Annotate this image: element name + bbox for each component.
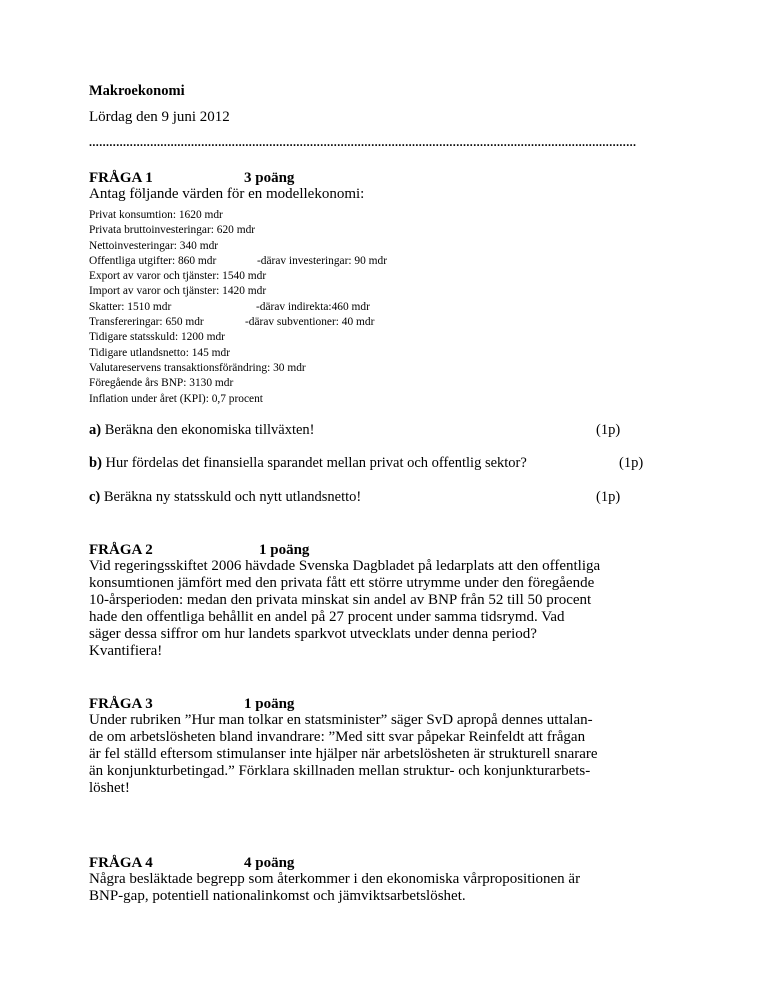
data-line: Offentliga utgifter: 860 mdr -därav investeringar: 90 mdr (89, 254, 649, 269)
data-line: Export av varor och tjänster: 1540 mdr (89, 270, 267, 283)
data-line: Inflation under året (KPI): 0,7 procent (89, 392, 263, 405)
question-3-heading (89, 696, 295, 713)
data-line: Skatter: 1510 mdr -därav indirekta:460 mdr (89, 300, 649, 315)
data-line: Import av varor och tjänster: 1420 mdr (89, 285, 267, 298)
question-1-label: FRÅGA 1 (89, 170, 153, 186)
question-2-text: Vid regeringsskiftet 2006 hävdade Svenska Dagbladet på ledarplats att den offentliga konsumtionen jämfört med den privata fått ett större utrymme under den föregående 10-årsperioden: medan den privata minskat sin andel av BNP från 52 till 50 procent hade den offentliga behållit en andel på 27 procent under samma tidsrymd. Vad säger dessa siffror om hur landets sparkvot utvecklats under denna period? Kvantifiera! (89, 558, 601, 659)
question-4-label: FRÅGA 4 (89, 855, 153, 871)
subquestion-c: c) Beräkna ny statsskuld och nytt utlandsnetto! (1p) (89, 489, 621, 505)
question-4-heading (89, 855, 295, 872)
data-subline: -därav investeringar: 90 mdr (257, 254, 387, 267)
data-line: Tidigare utlandsnetto: 145 mdr (89, 346, 231, 359)
data-line: Föregående års BNP: 3130 mdr (89, 377, 234, 390)
subquestion-a-points: (1p) (596, 422, 621, 438)
question-3-text: Under rubriken ”Hur man tolkar en statsminister” säger SvD apropå dennes uttalan- de om arbetslösheten bland invandrare: ”Med sitt svar påpekar Reinfeldt att frågan är fel ställd eftersom stimulanser inte hjälper när arbetslösheten är strukturell snarare än konjunkturbetingad.” Förklara skillnaden mellan struktur- och konjunkturarbets- löshet! (89, 712, 598, 796)
data-line: Nettoinvesteringar: 340 mdr (89, 239, 219, 252)
data-line: Privata bruttoinvesteringar: 620 mdr (89, 224, 256, 237)
data-line: Valutareservens transaktionsförändring: 30 mdr (89, 361, 306, 374)
question-4-points: 4 poäng (244, 855, 295, 871)
question-1-intro: Antag följande värden för en modellekonomi: (89, 186, 365, 202)
model-economy-data (89, 208, 649, 407)
dotted-separator: ................................................................................................................................................................. (89, 135, 637, 149)
data-line: Privat konsumtion: 1620 mdr (89, 209, 223, 221)
question-1-points: 3 poäng (244, 170, 295, 186)
question-3-label: FRÅGA 3 (89, 696, 153, 712)
document-title: Makroekonomi (89, 83, 185, 99)
subquestion-b: b) Hur fördelas det finansiella sparandet mellan privat och offentlig sektor? (1p) (89, 455, 644, 471)
data-line: Transfereringar: 650 mdr -därav subventioner: 40 mdr (89, 315, 649, 330)
subquestion-a: a) Beräkna den ekonomiska tillväxten! (1p) (89, 422, 621, 438)
question-2-heading (89, 542, 310, 559)
data-line: Tidigare statsskuld: 1200 mdr (89, 331, 225, 344)
question-1-heading (89, 170, 295, 187)
question-4-text: Några besläktade begrepp som återkommer i den ekonomiska vårpropositionen är BNP-gap, potentiell nationalinkomst och jämviktsarbetslöshet. (89, 871, 581, 904)
question-2-points: 1 poäng (259, 542, 310, 558)
subquestion-b-points: (1p) (619, 455, 644, 471)
question-3-points: 1 poäng (244, 696, 295, 712)
question-2-label: FRÅGA 2 (89, 542, 153, 558)
data-subline: -därav subventioner: 40 mdr (245, 316, 375, 329)
subquestion-c-points: (1p) (596, 489, 621, 505)
exam-date: Lördag den 9 juni 2012 (89, 109, 230, 125)
data-subline: -därav indirekta:460 mdr (256, 300, 370, 313)
